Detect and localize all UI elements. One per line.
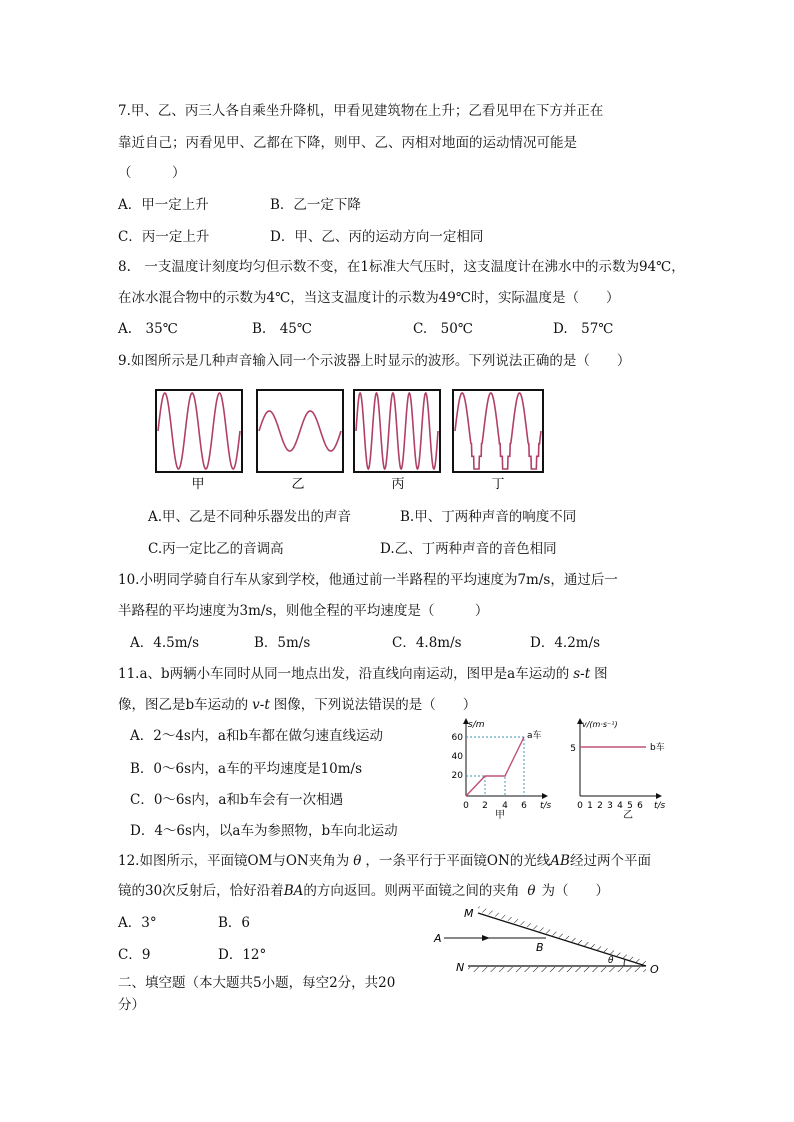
st-graph-series-label: a车 <box>527 731 542 741</box>
label-o: O <box>650 963 659 976</box>
vt-graph-xtick-3: 3 <box>607 801 613 811</box>
q9-option-c: C.丙一定比乙的音调高 <box>148 541 284 557</box>
st-graph-xtick-0: 0 <box>463 801 469 811</box>
q8-stem-line2: 在冰水混合物中的示数为4℃，当这支温度计的示数为49℃时，实际温度是（ ） <box>118 290 620 306</box>
waveform-yi <box>259 411 341 451</box>
q10-option-b: B．5m/s <box>254 635 311 651</box>
q12-option-a: A．3° <box>118 915 157 931</box>
q9-stem: 9.如图所示是几种声音输入同一个示波器上时显示的波形。下列说法正确的是（ ） <box>118 353 631 369</box>
q8-option-c: C. 50℃ <box>413 321 473 337</box>
mirror-on-hatch <box>468 967 646 972</box>
q7-stem-line1: 7.甲、乙、丙三人各自乘坐升降机，甲看见建筑物在上升；乙看见甲在下方并正在 <box>118 103 604 119</box>
q9-option-b: B.甲、丁两种声音的响度不同 <box>400 509 577 525</box>
waveform-jia <box>158 393 240 469</box>
st-graph-xtick-2: 2 <box>482 801 488 811</box>
waveform-label-jia: 甲 <box>191 477 205 492</box>
q7-option-b: B．乙一定下降 <box>270 197 361 213</box>
q11-stem-line1-end: 图 <box>594 666 608 682</box>
waveform-label-ding: 丁 <box>491 477 505 492</box>
q10-option-a: A．4.5m/s <box>130 635 199 651</box>
q11-option-b: B．0～6s内，a车的平均速度是10m/s <box>130 761 363 777</box>
q9-option-a: A.甲、乙是不同种乐器发出的声音 <box>148 509 352 525</box>
q11-option-d: D．4～6s内，以a车为参照物，b车向北运动 <box>130 823 398 839</box>
q12-option-c: C．9 <box>118 947 151 963</box>
vt-graph-car-b <box>566 716 676 820</box>
q12-option-b: B．6 <box>218 915 251 931</box>
q9-option-d: D.乙、丁两种声音的音色相同 <box>380 541 557 557</box>
vt-graph-xtick-1: 1 <box>587 801 593 811</box>
st-graph-ytick-20: 20 <box>451 771 463 781</box>
vt-graph-caption: 乙 <box>623 810 633 820</box>
vt-graph-ytick-5: 5 <box>570 744 576 754</box>
st-graph-car-a <box>446 716 556 820</box>
vt-graph-xlabel: t/s <box>654 801 666 811</box>
waveform-bing <box>356 393 438 469</box>
st-graph-xtick-4: 4 <box>502 801 508 811</box>
q7-stem-line3: （ ） <box>118 165 186 181</box>
plane-mirror-figure <box>430 905 670 985</box>
q11-option-a: A．2～4s内，a和b车都在做匀速直线运动 <box>130 728 384 744</box>
q12-stem-line2-text: 镜的30次反射后，恰好沿着 <box>118 883 284 899</box>
q11-stem-line1 <box>118 665 608 683</box>
vt-graph-xtick-4: 4 <box>617 801 623 811</box>
oscilloscope-waveforms <box>150 385 550 495</box>
waveform-label-yi: 乙 <box>291 477 305 492</box>
waveform-ding <box>455 393 541 469</box>
vt-graph-x-arrow <box>656 793 662 799</box>
q11-stem-line1-text: 11.a、b两辆小车同时从同一地点出发，沿直线向南运动，图甲是a车运动的 <box>118 666 570 682</box>
q11-vt-symbol: v-t <box>252 697 270 713</box>
label-m: M <box>464 907 474 920</box>
q8-stem-line1: 8. 一支温度计刻度均匀但示数不变，在1标准大气压时，这支温度计在沸水中的示数为94℃， <box>118 259 685 275</box>
q10-stem-line2: 半路程的平均速度为3m/s，则他全程的平均速度是（ ） <box>118 603 489 619</box>
q8-option-a: A. 35℃ <box>118 321 178 337</box>
q7-stem-line2: 靠近自己；丙看见甲、乙都在下降，则甲、乙、丙相对地面的运动情况可能是 <box>118 135 577 151</box>
vt-graph-xtick-5: 5 <box>627 801 633 811</box>
st-graph-xtick-6: 6 <box>521 801 527 811</box>
q11-stem-line2-text: 像，图乙是b车运动的 <box>118 697 249 713</box>
q8-option-d: D. 57℃ <box>553 321 614 337</box>
st-graph-ytick-40: 40 <box>451 752 463 762</box>
st-graph-ylabel: s/m <box>468 720 485 730</box>
q12-theta-symbol-2: θ <box>527 883 536 899</box>
vt-graph-ylabel: v/(m·s⁻¹) <box>582 720 618 729</box>
q12-stem-line1-mid: ，一条平行于平面镜ON的光线 <box>365 853 551 869</box>
waveform-label-bing: 丙 <box>391 477 405 492</box>
label-theta: θ <box>608 956 614 966</box>
light-ray-arrow <box>482 935 490 941</box>
q12-stem-line1-text: 12.如图所示，平面镜OM与ON夹角为 <box>118 853 350 869</box>
st-graph-xlabel: t/s <box>540 801 552 811</box>
q10-stem-line1: 10.小明同学骑自行车从家到学校，他通过前一半路程的平均速度为7m/s，通过后一 <box>118 572 618 588</box>
section2-heading-line1: 二、填空题（本大题共5小题，每空2分，共20 <box>118 975 396 991</box>
q12-option-d: D．12° <box>218 947 267 963</box>
label-a: A <box>434 932 442 945</box>
q12-ba-symbol: BA <box>283 883 304 899</box>
vt-graph-series-label: b车 <box>650 743 665 753</box>
q11-stem-line2 <box>118 696 476 714</box>
angle-theta-arc <box>624 959 625 966</box>
q12-ab-symbol: AB <box>550 853 570 869</box>
mirror-om <box>478 913 646 966</box>
q7-option-a: A．甲一定上升 <box>118 197 209 213</box>
q12-stem-line2-end: 为（ ） <box>541 883 609 899</box>
st-graph-line-car-a <box>466 737 524 796</box>
q11-stem-line2-end: 图像，下列说法错误的是（ ） <box>273 697 477 713</box>
vt-graph-xtick-2: 2 <box>597 801 603 811</box>
q11-option-c: C．0～6s内，a和b车会有一次相遇 <box>130 792 344 808</box>
st-graph-dash-20 <box>466 776 505 796</box>
st-graph-caption: 甲 <box>495 810 505 820</box>
q10-option-c: C．4.8m/s <box>392 635 462 651</box>
q8-option-b: B. 45℃ <box>252 321 312 337</box>
q12-theta-symbol: θ <box>353 853 362 869</box>
q7-option-c: C．丙一定上升 <box>118 229 210 245</box>
st-graph-x-arrow <box>542 793 548 799</box>
q12-stem-line1 <box>118 852 651 870</box>
q10-option-d: D．4.2m/s <box>530 635 601 651</box>
label-b: B <box>536 941 544 954</box>
q12-stem-line1-end: 经过两个平面 <box>569 853 651 869</box>
q12-stem-line2 <box>118 882 609 900</box>
q7-option-d: D．甲、乙、丙的运动方向一定相同 <box>270 229 484 245</box>
label-n: N <box>456 961 465 974</box>
st-graph-ytick-60: 60 <box>451 733 463 743</box>
vt-graph-xtick-6: 6 <box>637 801 643 811</box>
vt-graph-xtick-0: 0 <box>577 801 583 811</box>
mirror-om-hatch <box>478 906 646 966</box>
q12-stem-line2-mid: 的方向返回。则两平面镜之间的夹角 <box>303 883 520 899</box>
q11-st-symbol: s-t <box>573 666 591 682</box>
section2-heading-line2: 分） <box>118 997 145 1013</box>
